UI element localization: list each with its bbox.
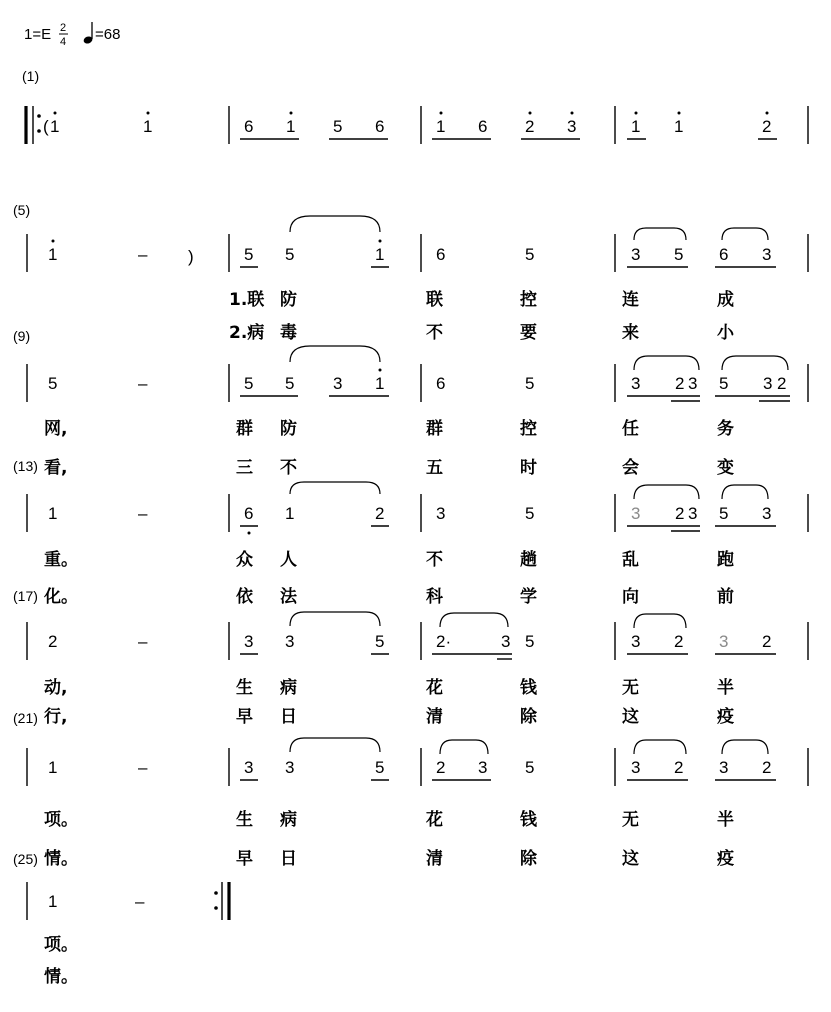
time-signature-bottom: 4 <box>60 36 67 48</box>
lyric-syllable: 小 <box>717 323 734 343</box>
system-3 <box>27 346 808 478</box>
note: 3 <box>688 504 698 523</box>
note: 2 <box>525 117 535 136</box>
lyric-syllable: 三 <box>236 458 253 478</box>
lyric-syllable: 钱 <box>520 810 537 830</box>
lyric-syllable: 日 <box>280 849 297 869</box>
note: 1 <box>50 117 60 136</box>
measure-number-21: (21) <box>13 710 38 726</box>
slur <box>290 346 380 362</box>
note: 3 <box>285 632 295 651</box>
lyrics-verse-1 <box>44 809 734 830</box>
close-parenthesis: ) <box>188 247 194 266</box>
lyric-syllable: 疫 <box>717 707 734 727</box>
system-1 <box>26 106 808 144</box>
lyric-syllable: 不 <box>426 323 443 343</box>
lyric-syllable: 半 <box>717 810 734 830</box>
measure-number-17: (17) <box>13 588 38 604</box>
slur <box>290 738 380 752</box>
note: 3 <box>719 632 729 651</box>
note: 1 <box>286 117 296 136</box>
measure-number-13: (13) <box>13 458 38 474</box>
note: 2 <box>762 758 772 777</box>
lyric-syllable: 1.联 <box>229 290 265 310</box>
dash: – <box>138 245 148 264</box>
lyric-syllable: 不 <box>426 550 443 570</box>
lyric-syllable: 来 <box>622 323 639 343</box>
note: 3 <box>478 758 488 777</box>
lyrics-verse-1 <box>229 289 734 310</box>
note: 6 <box>478 117 488 136</box>
note: 1 <box>143 117 153 136</box>
note: 1 <box>48 245 58 264</box>
slur <box>440 740 488 754</box>
note: 6 <box>436 374 446 393</box>
lyric-syllable: 除 <box>520 849 537 869</box>
lyric-syllable: 这 <box>622 707 639 727</box>
lyric-syllable: 2.病 <box>229 323 265 343</box>
note: 2 <box>48 632 58 651</box>
note: 3 <box>631 632 641 651</box>
note: 3 <box>631 504 641 523</box>
lyric-syllable: 情。 <box>44 849 78 869</box>
note: 1 <box>48 892 58 911</box>
slur <box>634 228 686 240</box>
lyric-syllable: 这 <box>622 849 639 869</box>
lyric-syllable: 重。 <box>44 550 78 570</box>
note: 5 <box>375 758 385 777</box>
repeat-end-barline <box>214 882 229 920</box>
note: 1 <box>436 117 446 136</box>
note: 5 <box>285 245 295 264</box>
slur <box>634 614 686 628</box>
system-2 <box>27 216 808 343</box>
lyric-syllable: 行, <box>44 707 68 727</box>
lyric-syllable: 花 <box>426 810 443 830</box>
lyric-syllable: 群 <box>236 419 253 439</box>
lyrics-verse-1 <box>44 418 734 439</box>
lyric-syllable: 乱 <box>622 550 639 570</box>
note: 3 <box>631 245 641 264</box>
note: 2 <box>674 632 684 651</box>
note: 5 <box>525 374 535 393</box>
lyric-syllable: 务 <box>717 419 734 439</box>
quarter-note-icon <box>83 22 94 45</box>
dash: – <box>138 374 148 393</box>
open-parenthesis: ( <box>43 117 49 136</box>
lyric-syllable: 不 <box>280 458 297 478</box>
lyric-syllable: 前 <box>717 587 734 607</box>
lyric-syllable: 任 <box>622 419 639 439</box>
lyric-syllable: 看, <box>44 458 68 478</box>
system-7 <box>27 882 229 987</box>
lyric-syllable: 联 <box>426 290 443 310</box>
note: 5 <box>244 374 254 393</box>
note: 5 <box>525 504 535 523</box>
note: 2 <box>777 374 787 393</box>
slur <box>290 482 380 494</box>
lyric-syllable: 除 <box>520 707 537 727</box>
note: 1 <box>631 117 641 136</box>
note: 1 <box>48 758 58 777</box>
system-4 <box>27 482 808 607</box>
lyric-syllable: 趟 <box>520 550 537 570</box>
lyric-syllable: 早 <box>236 707 253 727</box>
lyric-syllable: 群 <box>426 419 443 439</box>
note: 5 <box>244 245 254 264</box>
note: 2 <box>674 758 684 777</box>
slur <box>634 740 686 754</box>
note: 1 <box>375 374 385 393</box>
lyrics-verse-2 <box>43 586 734 607</box>
lyric-syllable: 跑 <box>717 550 734 570</box>
note: 2 <box>762 117 772 136</box>
lyric-syllable: 众 <box>236 550 253 570</box>
repeat-start-barline <box>26 106 41 144</box>
lyric-syllable: 网, <box>44 419 68 439</box>
key-signature: 1=E <box>24 26 52 43</box>
slur <box>440 613 508 627</box>
note: 6 <box>375 117 385 136</box>
lyric-syllable: 日 <box>280 707 297 727</box>
lyric-syllable: 依 <box>236 587 253 607</box>
lyric-syllable: 病 <box>280 810 297 830</box>
lyric-syllable: 五 <box>426 458 443 478</box>
lyric-syllable: 控 <box>520 419 537 439</box>
dash: – <box>138 632 148 651</box>
note: 5 <box>719 504 729 523</box>
lyric-syllable: 学 <box>520 587 537 607</box>
lyric-syllable: 无 <box>622 810 639 830</box>
note: 3 <box>631 374 641 393</box>
lyrics-verse-1 <box>44 677 734 698</box>
lyric-syllable: 早 <box>236 849 253 869</box>
slur <box>722 356 788 370</box>
lyric-syllable: 时 <box>520 458 537 478</box>
note: 3 <box>631 758 641 777</box>
lyric-syllable: 连 <box>622 290 639 310</box>
note: 5 <box>525 632 535 651</box>
note: 2 <box>675 374 685 393</box>
lyric-syllable: 防 <box>280 290 297 310</box>
lyric-syllable: 要 <box>520 323 537 343</box>
note: 5 <box>285 374 295 393</box>
note: 3 <box>436 504 446 523</box>
system-6 <box>27 738 808 869</box>
lyric-syllable: 花 <box>426 678 443 698</box>
slur <box>290 612 380 626</box>
lyric-syllable: 化。 <box>44 587 78 607</box>
lyric-syllable: 防 <box>280 419 297 439</box>
note: 6 <box>244 504 254 523</box>
note: 3 <box>567 117 577 136</box>
lyric-syllable: 人 <box>280 550 297 570</box>
note: 6 <box>436 245 446 264</box>
slur <box>722 228 768 240</box>
lyric-syllable: 疫 <box>717 849 734 869</box>
note: 3 <box>333 374 343 393</box>
lyric-syllable: 生 <box>236 678 253 698</box>
note: 6 <box>244 117 254 136</box>
note: 3 <box>763 374 773 393</box>
note: 3 <box>762 245 772 264</box>
lyrics-verse-2 <box>229 322 735 343</box>
lyric-syllable: 控 <box>520 290 537 310</box>
note: 3 <box>501 632 511 651</box>
note: 2 <box>436 758 446 777</box>
note: 5 <box>375 632 385 651</box>
slur <box>722 740 768 754</box>
measure-number-9: (9) <box>13 328 31 344</box>
dash: – <box>138 504 148 523</box>
note: 1 <box>285 504 295 523</box>
system-5 <box>27 612 808 727</box>
lyric-syllable: 毒 <box>280 323 297 343</box>
tempo-marking: =68 <box>95 26 121 43</box>
slur <box>722 485 768 499</box>
lyric-syllable: 清 <box>426 707 443 727</box>
note: 3 <box>762 504 772 523</box>
measure-number-1: (1) <box>22 68 40 84</box>
note: 2 <box>675 504 685 523</box>
lyric-syllable: 半 <box>717 678 734 698</box>
lyrics-verse-2 <box>44 706 734 727</box>
note: 5 <box>719 374 729 393</box>
note: 2 <box>762 632 772 651</box>
lyric-syllable: 项。 <box>44 935 78 955</box>
note: 3 <box>244 758 254 777</box>
dash: – <box>135 892 145 911</box>
lyric-syllable: 钱 <box>520 678 537 698</box>
lyric-syllable: 科 <box>426 587 443 607</box>
note: 3 <box>719 758 729 777</box>
note: 1 <box>375 245 385 264</box>
lyric-syllable: 法 <box>280 587 297 607</box>
lyric-syllable: 向 <box>622 587 639 607</box>
note: 1 <box>674 117 684 136</box>
lyric-syllable: 项。 <box>44 810 78 830</box>
lyric-syllable: 变 <box>717 458 734 478</box>
note: 3 <box>688 374 698 393</box>
measure-number-25: (25) <box>13 851 38 867</box>
score-header <box>24 22 120 48</box>
lyrics-verse-2 <box>44 457 734 478</box>
note: 5 <box>333 117 343 136</box>
dash: – <box>138 758 148 777</box>
note: 5 <box>674 245 684 264</box>
lyrics-verse-1 <box>44 549 734 570</box>
note: 6 <box>719 245 729 264</box>
slur <box>290 216 380 232</box>
note: 5 <box>525 245 535 264</box>
note: 2 <box>375 504 385 523</box>
lyric-syllable: 清 <box>426 849 443 869</box>
lyric-syllable: 动, <box>44 678 68 698</box>
note: 1 <box>48 504 58 523</box>
lyric-syllable: 情。 <box>44 967 78 987</box>
note: 2· <box>436 632 452 651</box>
measure-number-5: (5) <box>13 202 31 218</box>
note: 3 <box>244 632 254 651</box>
lyric-syllable: 成 <box>717 290 734 310</box>
slur <box>634 485 699 499</box>
lyric-syllable: 无 <box>622 678 639 698</box>
lyric-syllable: 生 <box>236 810 253 830</box>
lyric-syllable: 病 <box>280 678 297 698</box>
note: 5 <box>48 374 58 393</box>
note: 5 <box>525 758 535 777</box>
slur <box>634 356 699 370</box>
note: 3 <box>285 758 295 777</box>
time-signature-top: 2 <box>60 22 67 34</box>
lyric-syllable: 会 <box>622 458 639 478</box>
lyrics-verse-2 <box>44 848 734 869</box>
